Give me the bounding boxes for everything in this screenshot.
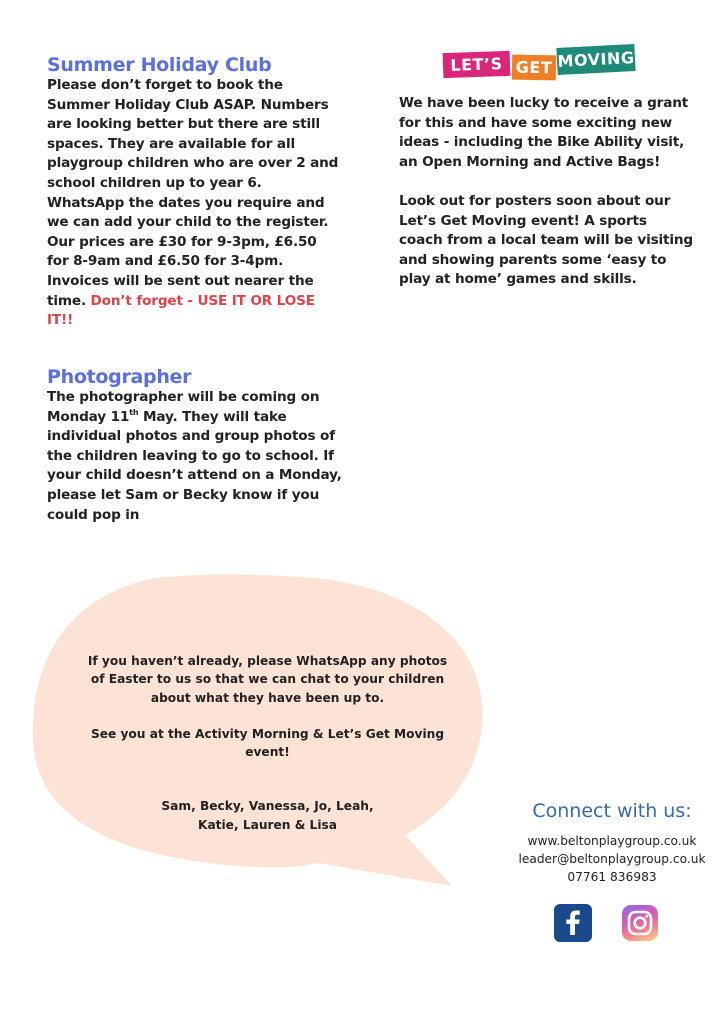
logo-word-moving: MOVING bbox=[556, 44, 635, 75]
photographer-line: The photographer will be coming on bbox=[47, 389, 320, 405]
bubble-line: If you haven’t already, please WhatsApp any photos bbox=[87, 654, 448, 668]
date-text-rest: May. They will take bbox=[138, 408, 287, 425]
lgm-line: We have been lucky to receive a grant bbox=[399, 95, 689, 111]
summer-club-line: Our prices are £30 for 9-3pm, £6.50 bbox=[47, 233, 317, 250]
summer-club-line: for 8-9am and £6.50 for 3-4pm. bbox=[47, 253, 284, 270]
photographer-date-line bbox=[47, 408, 357, 428]
photographer-line: could pop in bbox=[47, 506, 140, 523]
summer-club-line: spaces. They are available for all bbox=[47, 135, 295, 152]
bubble-signoff: Sam, Becky, Vanessa, Jo, Leah, bbox=[161, 799, 374, 814]
speech-bubble-text bbox=[70, 652, 465, 834]
website-link[interactable]: www.beltonplaygroup.co.uk bbox=[527, 834, 697, 848]
summer-club-line: school children up to year 6. bbox=[47, 174, 262, 191]
photographer-line: individual photos and group photos of bbox=[47, 428, 335, 445]
use-it-or-lose-it-warning-end: IT!! bbox=[47, 312, 74, 329]
summer-club-last-line bbox=[47, 292, 357, 312]
photographer-line: your child doesn’t attend on a Monday, bbox=[47, 467, 342, 484]
photographer-section bbox=[47, 366, 357, 525]
lgm-line: an Open Morning and Active Bags! bbox=[399, 153, 661, 170]
logo-word-lets: LET’S bbox=[443, 51, 511, 78]
summer-club-line: are looking better but there are still bbox=[47, 116, 320, 133]
lgm-line: play at home’ games and skills. bbox=[399, 271, 637, 288]
facebook-icon[interactable] bbox=[554, 904, 592, 942]
summer-club-line: Summer Holiday Club ASAP. Numbers bbox=[47, 96, 329, 113]
bubble-line: about what they have been up to. bbox=[150, 690, 385, 705]
photographer-line: the children leaving to go to school. If bbox=[47, 447, 334, 464]
date-ordinal: th bbox=[129, 407, 139, 417]
photographer-heading: Photographer bbox=[47, 366, 192, 388]
date-text: Monday 11 bbox=[47, 408, 130, 425]
connect-title: Connect with us: bbox=[532, 800, 692, 822]
use-it-or-lose-it-warning: Don’t forget - USE IT OR LOSE bbox=[90, 292, 315, 309]
lgm-line: Look out for posters soon about our bbox=[399, 192, 671, 209]
email-link[interactable]: leader@beltonplaygroup.co.uk bbox=[518, 852, 706, 866]
bubble-signoff: Katie, Lauren & Lisa bbox=[198, 817, 337, 832]
summer-club-line: we can add your child to the register. bbox=[47, 214, 329, 231]
lgm-line: ideas - including the Bike Ability visit, bbox=[399, 134, 685, 151]
summer-holiday-club-section bbox=[47, 54, 357, 331]
summer-club-line-start: time. bbox=[47, 292, 91, 309]
summer-club-line: playgroup children who are over 2 and bbox=[47, 155, 339, 172]
summer-club-line: WhatsApp the dates you require and bbox=[47, 194, 325, 211]
lgm-line: coach from a local team will be visiting bbox=[399, 232, 693, 249]
summer-club-line: Invoices will be sent out nearer the bbox=[47, 272, 314, 289]
lgm-line: for this and have some exciting new bbox=[399, 114, 673, 131]
logo-word-get: GET bbox=[512, 55, 556, 81]
lgm-line: Let’s Get Moving event! A sports bbox=[399, 212, 647, 229]
bubble-line: See you at the Activity Morning & Let’s Get Moving bbox=[90, 726, 445, 741]
bubble-line: event! bbox=[245, 745, 290, 760]
lets-get-moving-logo bbox=[440, 44, 635, 80]
lets-get-moving-section bbox=[399, 94, 714, 290]
bubble-line: of Easter to us so that we can chat to your children bbox=[90, 672, 445, 687]
summer-holiday-club-heading: Summer Holiday Club bbox=[47, 54, 272, 76]
connect-section bbox=[500, 798, 724, 886]
lgm-line: and showing parents some ‘easy to bbox=[399, 251, 667, 268]
instagram-icon[interactable] bbox=[622, 905, 658, 941]
phone-number: 07761 836983 bbox=[567, 870, 657, 884]
photographer-line: please let Sam or Becky know if you bbox=[47, 486, 320, 503]
summer-club-line: Please don’t forget to book the bbox=[47, 77, 283, 93]
